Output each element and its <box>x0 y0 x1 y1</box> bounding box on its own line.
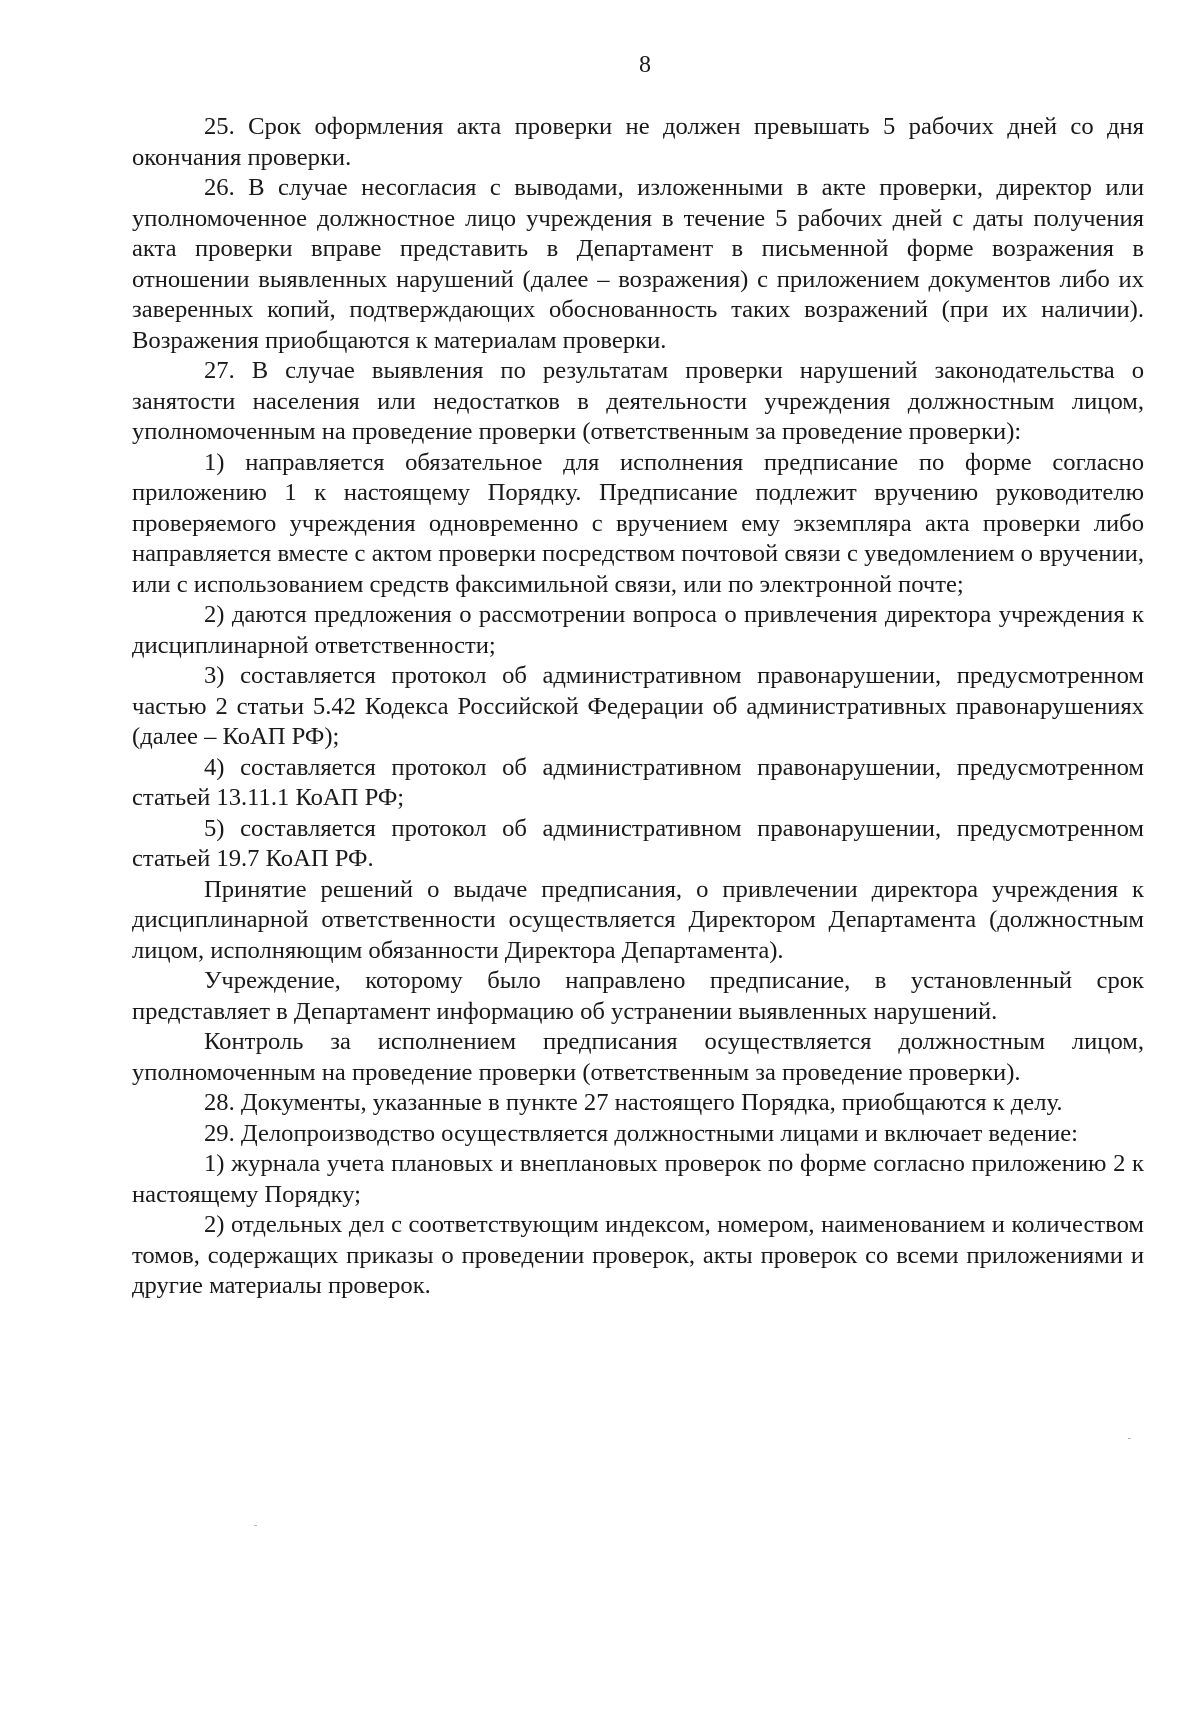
paragraph-29: 29. Делопроизводство осуществляется должностными лицами и включает ведение: <box>204 1119 1078 1147</box>
paragraph-25: 25. Срок оформления акта проверки не должен превышать 5 рабочих дней со дня окончания проверки. <box>132 113 1144 171</box>
paragraph-26: 26. В случае несогласия с выводами, изложенными в акте проверки, директор или уполномоченное должностное лицо учреждения в течение 5 рабочих дней с даты получения акта проверки вправе представить в Департамент в письменной форме возражения в отношении выявленных нарушений (далее – возражения) с приложением документов либо их заверенных копий, подтверждающих обоснованность таких возражений (при их наличии). Возражения приобщаются к материалам проверки. <box>132 174 1144 354</box>
paragraph-27: 27. В случае выявления по результатам проверки нарушений законодательства о занятости населения или недостатков в деятельности учреждения должностным лицом, уполномоченным на проведение проверки (ответственным за проведение проверки): <box>132 357 1144 445</box>
page-number: 8 <box>639 52 651 78</box>
paragraph-27-item-1: 1) направляется обязательное для исполнения предписание по форме согласно приложению 1 к настоящему Порядку. Предписание подлежит вручению руководителю проверяемого учреждения одновременно с вручением ему экземпляра акта проверки либо направляется вместе с актом проверки посредством почтовой связи с уведомлением о вручении, или с использованием средств факсимильной связи, или по электронной почте; <box>132 448 1144 598</box>
paragraph-control: Контроль за исполнением предписания осуществляется должностным лицом, уполномоченным на проведение проверки (ответственным за проведение проверки). <box>132 1028 1144 1086</box>
scan-speck <box>254 1525 257 1526</box>
paragraph-27-item-3: 3) составляется протокол об административном правонарушении, предусмотренном частью 2 статьи 5.42 Кодекса Российской Федерации об административных правонарушениях (далее – КоАП РФ); <box>132 662 1144 750</box>
paragraph-27-item-2: 2) даются предложения о рассмотрении вопроса о привлечения директора учреждения к дисциплинарной ответственности; <box>132 601 1144 659</box>
paragraph-29-item-1: 1) журнала учета плановых и внеплановых проверок по форме согласно приложению 2 к настоящему Порядку; <box>132 1150 1144 1208</box>
paragraph-28: 28. Документы, указанные в пункте 27 настоящего Порядка, приобщаются к делу. <box>204 1089 1063 1116</box>
paragraph-institution-report: Учреждение, которому было направлено предписание, в установленный срок представляет в Департамент информацию об устранении выявленных нарушений. <box>132 967 1144 1025</box>
document-body <box>132 112 1144 1302</box>
paragraph-decisions: Принятие решений о выдаче предписания, о привлечении директора учреждения к дисциплинарной ответственности осуществляется Директором Департамента (должностным лицом, исполняющим обязанности Директора Департамента). <box>132 875 1144 964</box>
paragraph-27-item-4: 4) составляется протокол об административном правонарушении, предусмотренном статьей 13.11.1 КоАП РФ; <box>132 753 1144 811</box>
scan-speck <box>1128 1438 1131 1439</box>
paragraph-29-item-2: 2) отдельных дел с соответствующим индексом, номером, наименованием и количеством томов, содержащих приказы о проведении проверок, акты проверок со всеми приложениями и другие материалы проверок. <box>132 1211 1144 1299</box>
paragraph-27-item-5: 5) составляется протокол об административном правонарушении, предусмотренном статьей 19.7 КоАП РФ. <box>132 814 1144 872</box>
